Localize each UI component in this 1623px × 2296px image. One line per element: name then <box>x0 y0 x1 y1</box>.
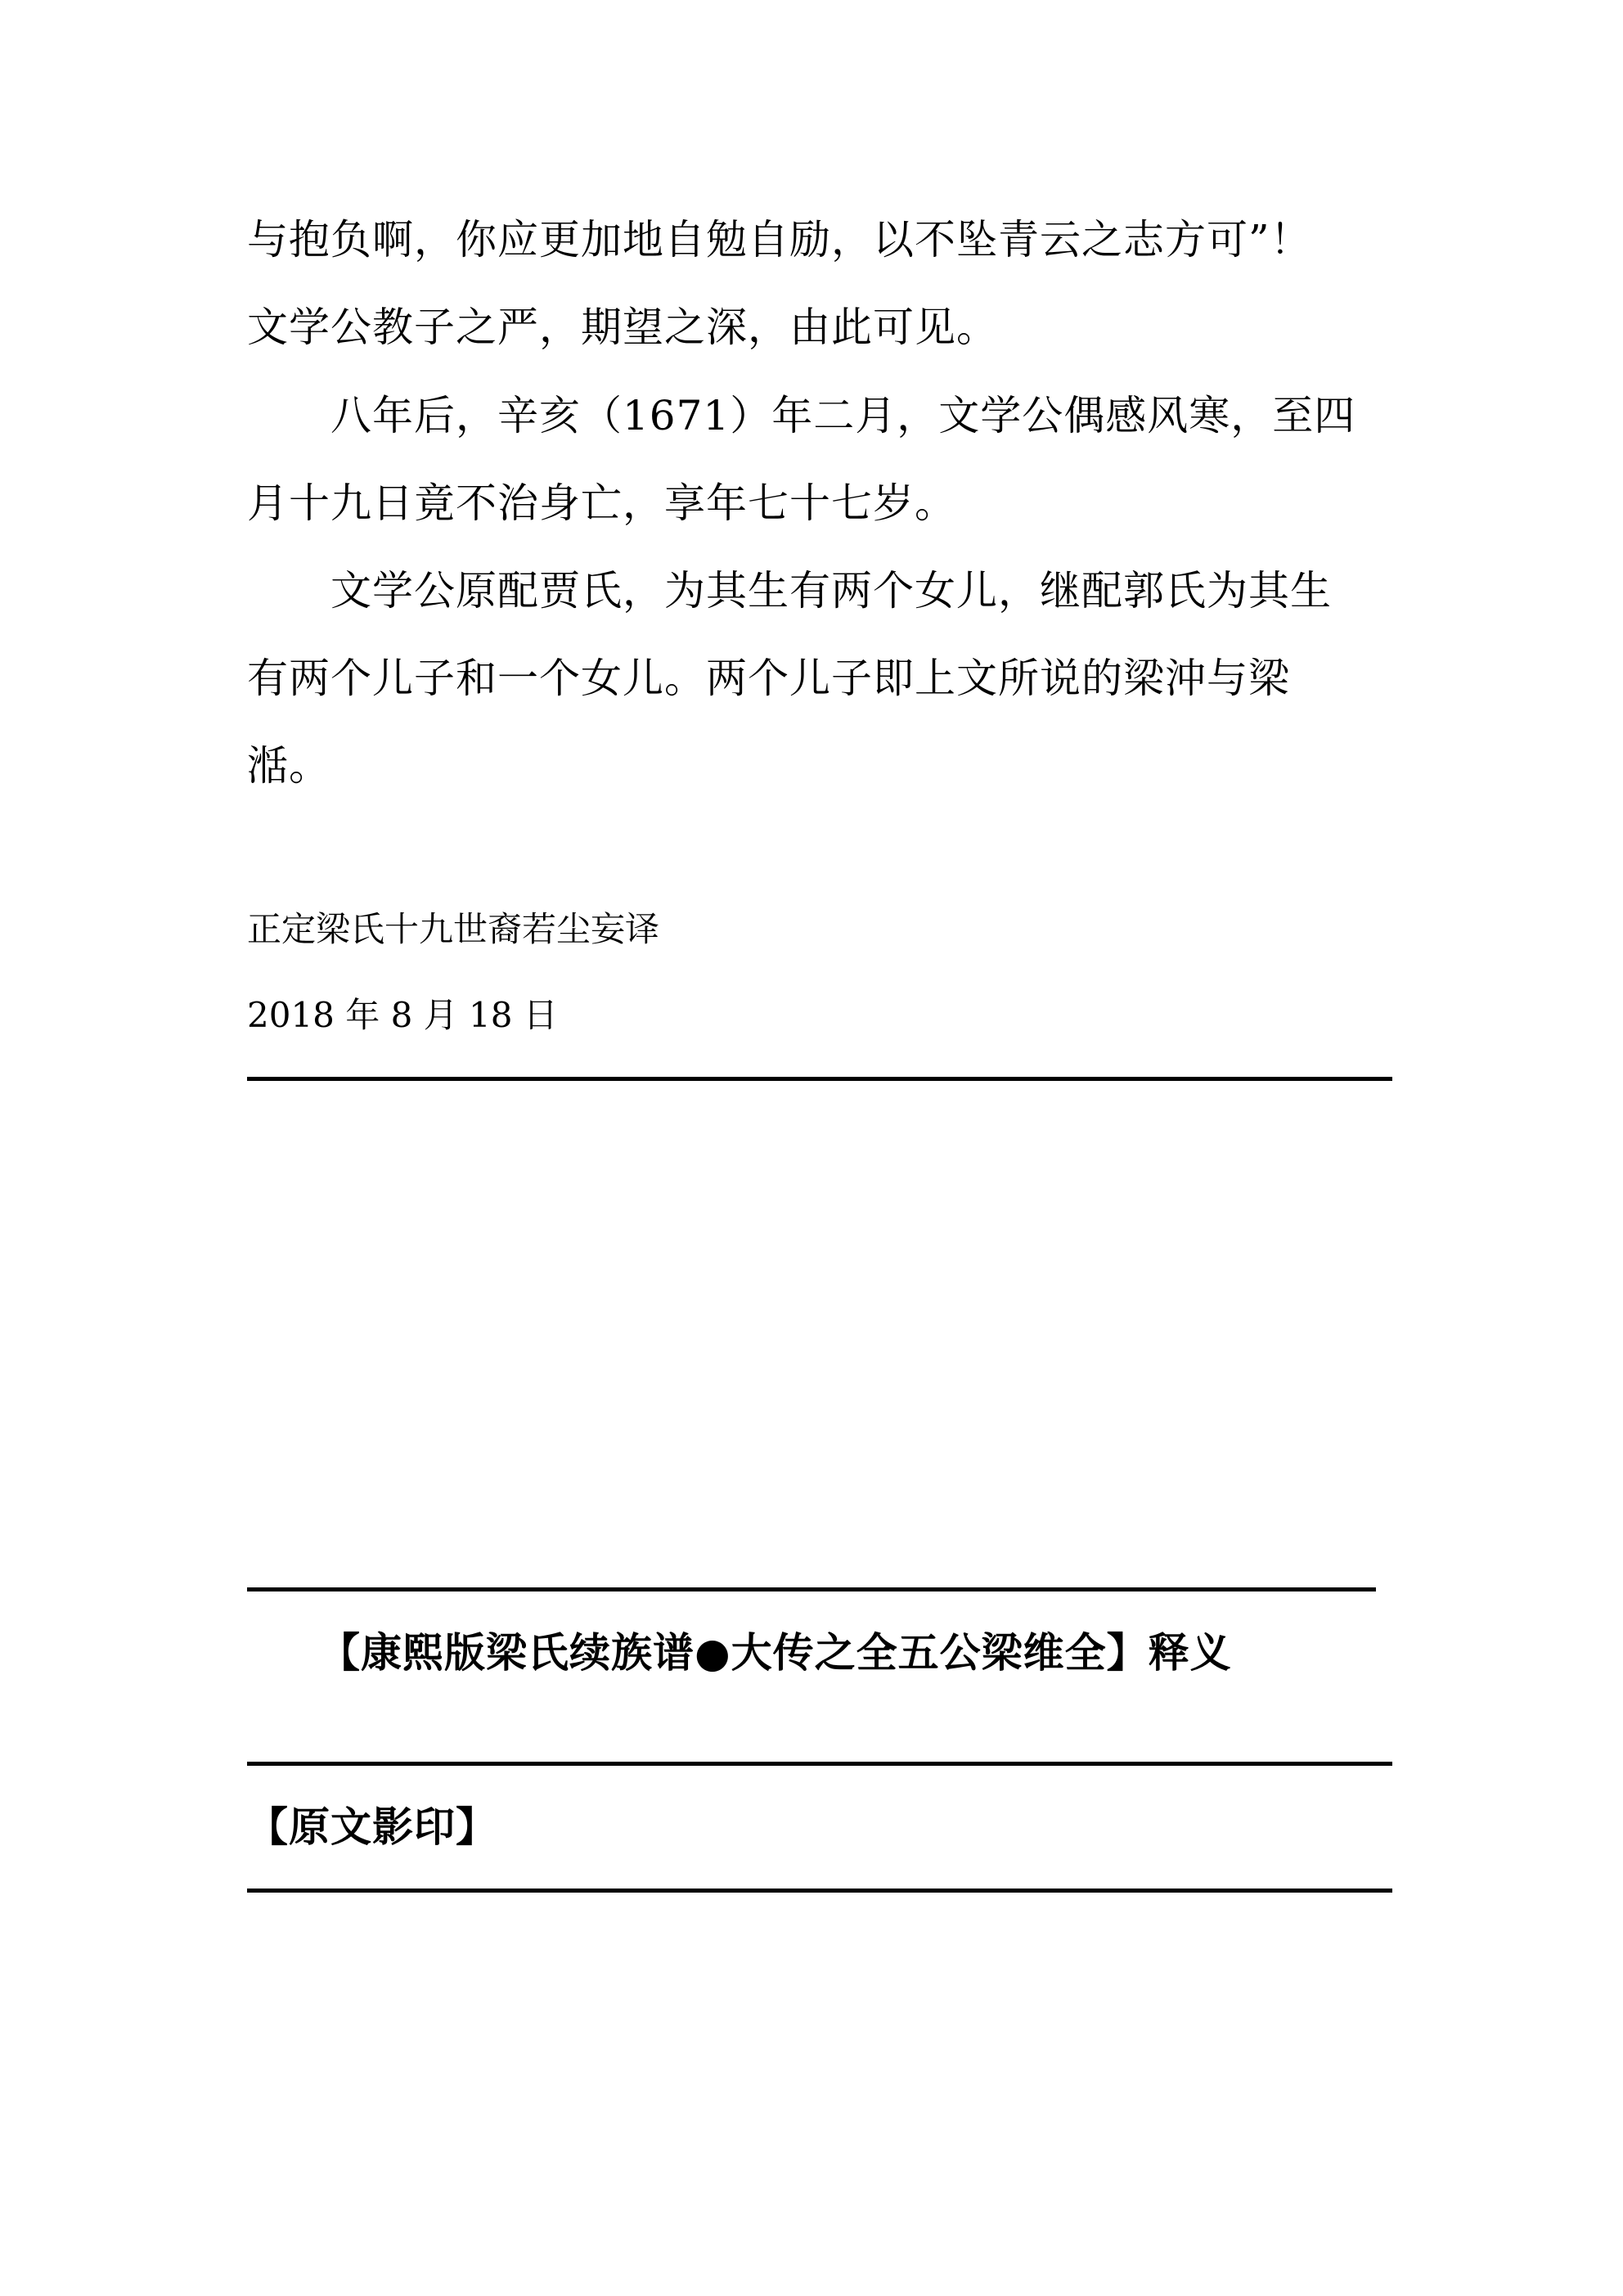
paragraph-line: 文学公教子之严，期望之深，由此可见。 <box>247 304 998 351</box>
title-rule-bottom <box>247 1762 1392 1766</box>
translation-date: 2018 年 8 月 18 日 <box>247 995 558 1035</box>
paragraph-line: 有两个儿子和一个女儿。两个儿子即上文所说的梁沖与梁 <box>247 655 1290 702</box>
translator-signature: 正定梁氏十九世裔若尘妄译 <box>247 909 660 949</box>
section-heading: 【原文影印】 <box>247 1803 497 1851</box>
paragraph-line: 文学公原配贾氏，为其生有两个女儿，继配郭氏为其生 <box>247 567 1332 615</box>
paragraph-line: 月十九日竟不治身亡，享年七十七岁。 <box>247 479 956 527</box>
paragraph-line: 与抱负啊，你应更加地自勉自励，以不坠青云之志方可”！ <box>247 216 1312 263</box>
section-rule-bottom <box>247 1889 1392 1893</box>
paragraph-line: 湉。 <box>247 742 330 790</box>
paragraph-line: 八年后，辛亥（1671）年二月，文学公偶感风寒，至四 <box>247 392 1356 439</box>
title-rule-top <box>247 1587 1376 1591</box>
article-title: 【康熙版梁氏续族谱●大传之全五公梁维全】释义 <box>319 1628 1232 1677</box>
section-divider <box>247 1077 1392 1081</box>
